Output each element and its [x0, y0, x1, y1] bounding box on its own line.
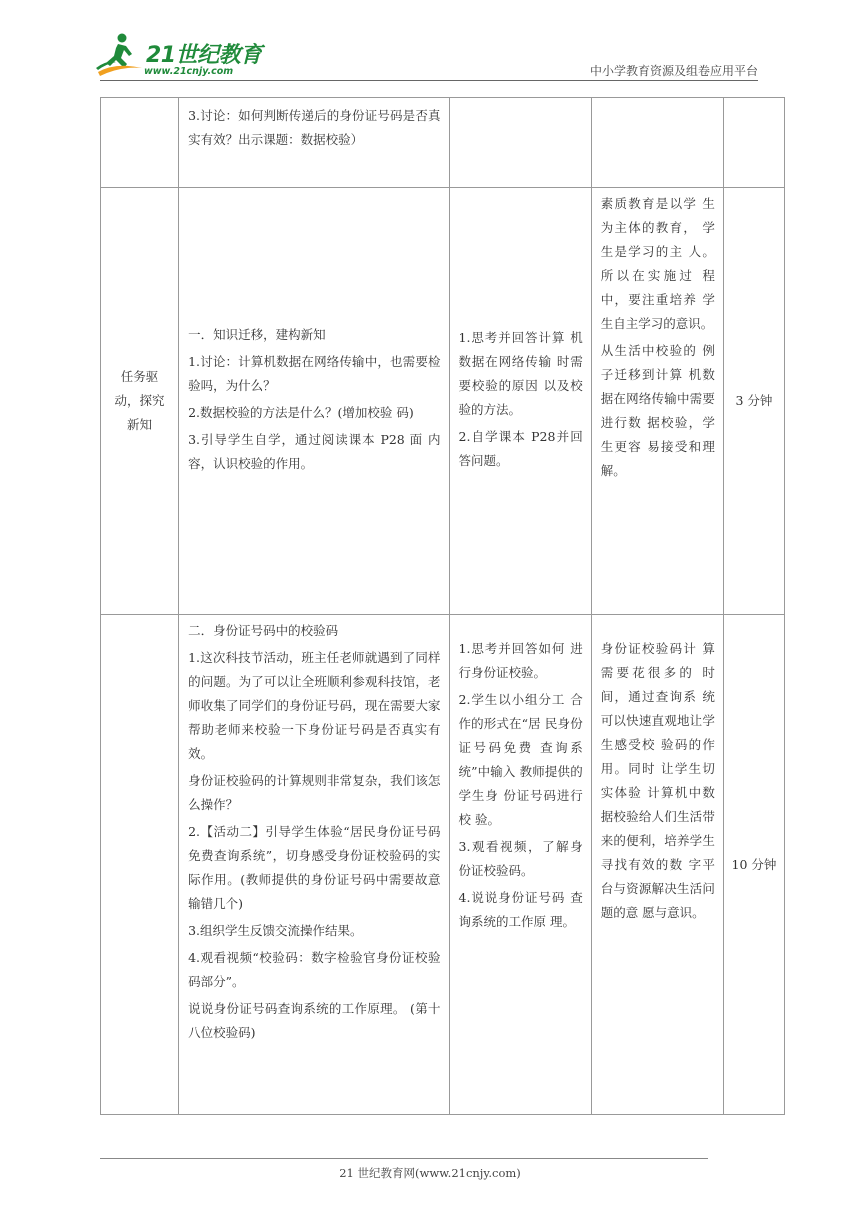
- teacher-text: 一．知识迁移，建构新知: [188, 327, 326, 342]
- teacher-activity-cell: [179, 615, 449, 1115]
- design-text: 素质教育是以学 生为主体的教育， 学生是学习的主 人。所以在实施过 程中，要注重培养 学生自主学习的意识。: [600, 196, 715, 331]
- student-text: 2.自学课本 P28并回答问题。: [458, 429, 583, 468]
- teacher-text: 二．身份证号码中的校验码: [188, 623, 339, 638]
- stage-cell: [101, 188, 179, 615]
- table-row: [101, 98, 785, 188]
- design-text: 从生活中校验的 例子迁移到计算 机数据在网络传输中需要进行数 据校验，学生更容 易接受和理解。: [600, 343, 715, 478]
- page-header: [0, 0, 860, 80]
- teacher-text: 4.观看视频“校验码：数字检验官身份证校验码部分”。: [188, 950, 441, 989]
- design-text: 身份证校验码计 算需要花很多的 时间，通过查询系 统可以快速直观地让学生感受校 验码的作用。同时 让学生切实体验 计算机中数据校验给人们生活带 来的便利，培养学生寻找有效的数 字平台与资源解决生活问题的意 愿与意识。: [600, 641, 715, 920]
- lesson-plan-table: [100, 97, 785, 1115]
- student-activity-cell: [449, 188, 591, 615]
- table-row: [101, 188, 785, 615]
- teacher-text: 3.讨论：如何判断传递后的身份证号码是否真实有效？出示课题：数据校验）: [188, 108, 441, 147]
- table-row: [101, 615, 785, 1115]
- runner-logo-icon: [96, 32, 144, 78]
- teacher-text: 2.【活动二】引导学生体验“居民身份证号码免费查询系统”，切身感受身份证校验码的实际作用。(教师提供的身份证号码中需要故意输错几个): [188, 824, 441, 911]
- design-intent-cell: [591, 188, 723, 615]
- student-text: 1.思考并回答如何 进行身份证校验。: [458, 641, 583, 680]
- teacher-text: 2.数据校验的方法是什么？(增加校验 码): [188, 405, 414, 420]
- time-value: 3 分钟: [735, 393, 773, 408]
- student-text: 3.观看视频，了解身份证校验码。: [458, 839, 583, 878]
- header-divider: [100, 80, 758, 81]
- logo-url: www.21cnjy.com: [144, 66, 234, 77]
- time-cell: [723, 98, 784, 188]
- page-footer: 21 世纪教育网(www.21cnjy.com): [339, 1166, 521, 1180]
- time-value: 10 分钟: [731, 856, 777, 872]
- teacher-activity-cell: [179, 98, 449, 188]
- teacher-text: 说说身份证号码查询系统的工作原理。 (第十八位校验码): [188, 1001, 441, 1040]
- stage-label: 任务驱动，探究新知: [114, 369, 165, 432]
- logo-text: 21世纪教育: [146, 43, 262, 68]
- stage-cell: [101, 98, 179, 188]
- teacher-text: 身份证校验码的计算规则非常复杂，我们该怎么操作？: [188, 773, 441, 812]
- teacher-text: 1.讨论：计算机数据在网络传输中，也需要检验吗，为什么？: [188, 354, 441, 393]
- teacher-activity-cell: [179, 188, 449, 615]
- platform-name: 中小学教育资源及组卷应用平台: [589, 64, 758, 78]
- stage-cell: [101, 615, 179, 1115]
- student-activity-cell: [449, 615, 591, 1115]
- teacher-text: 1.这次科技节活动，班主任老师就遇到了同样的问题。为了可以让全班顺利参观科技馆，老师收集了同学们的身份证号码，现在需要大家帮助老师来校验一下身份证号码是否真实有效。: [188, 650, 441, 761]
- footer-divider: [100, 1158, 708, 1159]
- student-text: 1.思考并回答计算 机数据在网络传输 时需要校验的原因 以及校验的方法。: [458, 330, 583, 417]
- design-intent-cell: [591, 98, 723, 188]
- time-cell: [723, 188, 784, 615]
- time-cell: [723, 615, 784, 1115]
- student-activity-cell: [449, 98, 591, 188]
- teacher-text: 3.引导学生自学，通过阅读课本 P28 面 内容，认识校验的作用。: [188, 432, 441, 471]
- teacher-text: 3.组织学生反馈交流操作结果。: [188, 923, 363, 938]
- student-text: 2.学生以小组分工 合作的形式在“居 民身份证号码免费 查询系统”中输入 教师提供的学生身 份证号码进行校 验。: [458, 692, 583, 827]
- student-text: 4.说说身份证号码 查询系统的工作原 理。: [458, 890, 583, 929]
- design-intent-cell: [591, 615, 723, 1115]
- site-logo[interactable]: [96, 32, 266, 80]
